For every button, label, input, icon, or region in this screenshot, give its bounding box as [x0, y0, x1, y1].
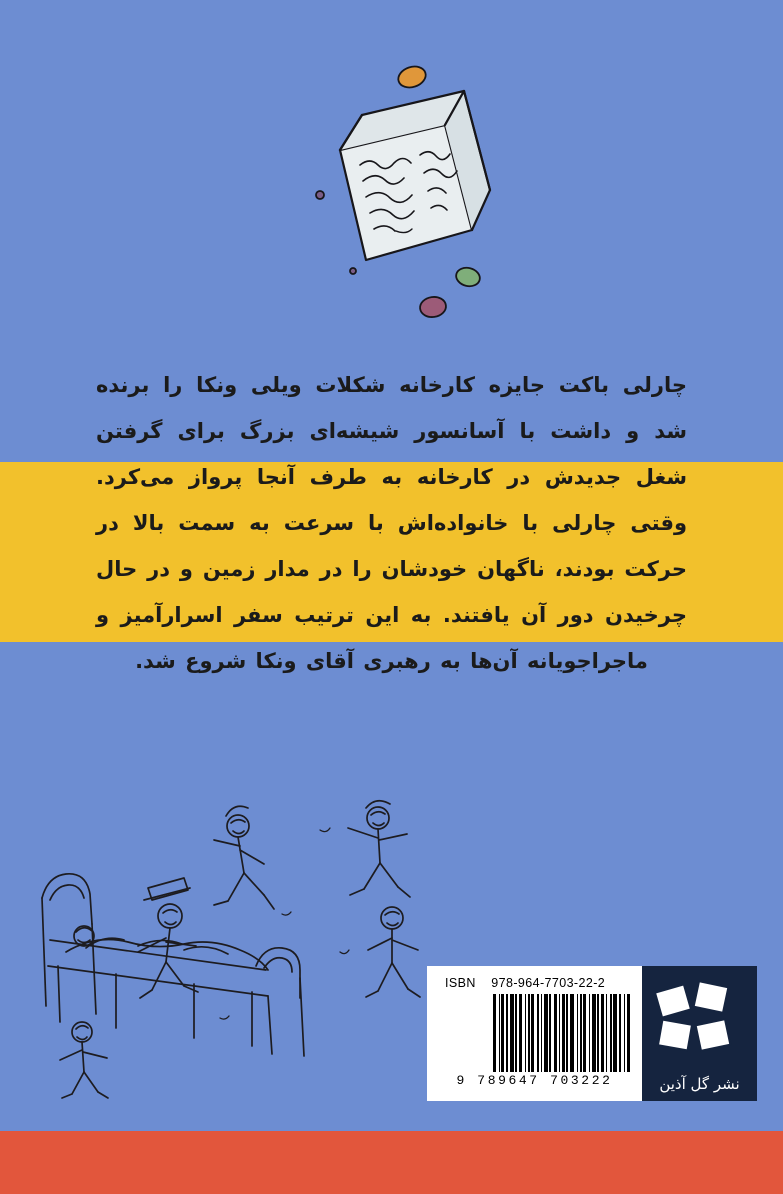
publisher-logo-block [642, 966, 757, 1101]
publisher-mark-icon [642, 978, 757, 1060]
publisher-name: نشر گل آذین [659, 1075, 740, 1093]
isbn-line [435, 976, 634, 990]
barcode-image [440, 994, 630, 1072]
blurb-text: چارلی باکت جایزه کارخانه شکلات ویلی ونکا را برنده شد و داشت با آسانسور شیشه‌ای بزرگ برای گرفتن شغل جدیدش در کارخانه به طرف آنجا پرواز می‌کرد. وقتی چارلی با خانواده‌اش با سرعت به سمت بالا در حرکت بودند، ناگهان خودشان را در مدار زمین و در حال چرخیدن دور آن یافتند. به این ترتیب سفر اسرارآمیز و ماجراجویانه آن‌ها به رهبری آقای ونکا شروع شد. [96, 373, 687, 673]
candy-box-illustration [300, 55, 540, 335]
barcode-digits: 9 789647 703222 [456, 1073, 613, 1088]
falling-figures-and-bed-illustration [20, 770, 490, 1100]
isbn-value: 978-964-7703-22-2 [491, 976, 606, 990]
isbn-barcode-block [427, 966, 642, 1101]
background-band-red-bottom [0, 1131, 783, 1194]
back-cover-blurb [0, 362, 783, 684]
isbn-label: ISBN [445, 976, 476, 990]
